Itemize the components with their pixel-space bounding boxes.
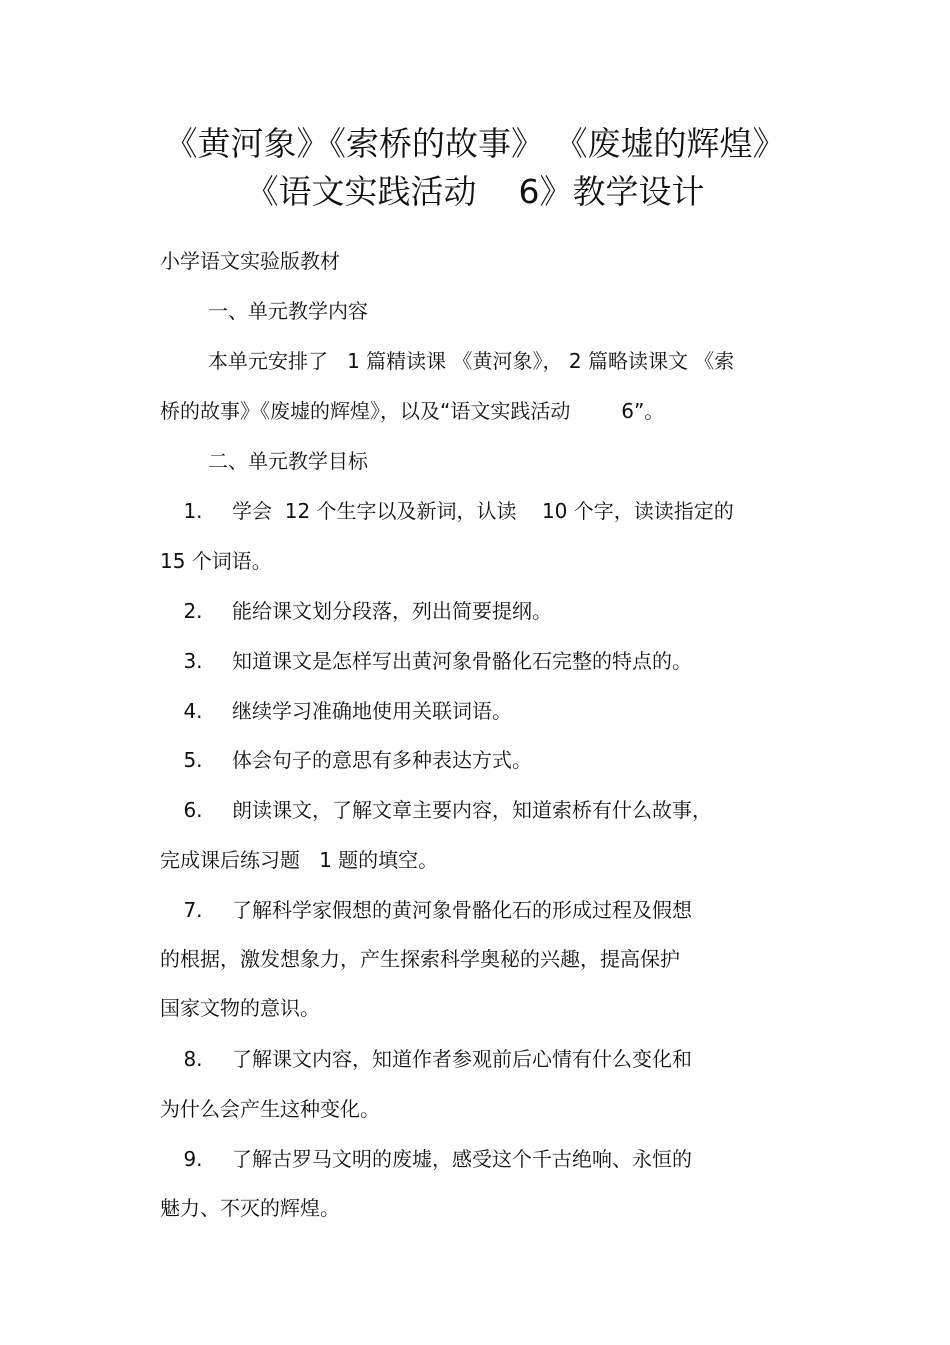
section1-paragraph-line2: 桥的故事》《废墟的辉煌》，以及“语文实践活动 6”。 — [160, 399, 665, 423]
objective-number: 7. — [183, 898, 203, 922]
objective-text: 学会 12 个生字以及新词，认读 10 个字，读读指定的 — [232, 499, 734, 523]
objective-continuation: 为什么会产生这种变化。 — [160, 1097, 380, 1121]
objective-number: 3. — [183, 649, 203, 673]
textbook-label: 小学语文实验版教材 — [160, 249, 340, 273]
objective-text: 知道课文是怎样写出黄河象骨骼化石完整的特点的。 — [232, 649, 692, 673]
objective-number: 5. — [183, 748, 203, 772]
objective-continuation: 15 个词语。 — [160, 549, 272, 573]
objective-number: 2. — [183, 599, 203, 623]
objective-continuation: 的根据，激发想象力，产生探索科学奥秘的兴趣，提高保护 — [160, 947, 680, 971]
document-title-line2: 《语文实践活动 6》教学设计 — [245, 172, 705, 211]
objective-continuation: 国家文物的意识。 — [160, 996, 320, 1020]
objective-number: 1. — [183, 499, 203, 523]
objective-continuation: 完成课后练习题 1 题的填空。 — [160, 848, 439, 872]
section1-paragraph-line1: 本单元安排了 1 篇精读课 《黄河象》， 2 篇略读课文 《索 — [208, 349, 735, 373]
section2-heading: 二、单元教学目标 — [208, 449, 368, 473]
objective-number: 4. — [183, 699, 203, 723]
objective-text: 朗读课文，了解文章主要内容，知道索桥有什么故事， — [232, 798, 712, 822]
objective-number: 9. — [183, 1147, 203, 1171]
objective-text: 能给课文划分段落，列出简要提纲。 — [232, 599, 552, 623]
objective-number: 6. — [183, 798, 203, 822]
document-title-line1: 《黄河象》《索桥的故事》 《废墟的辉煌》 — [164, 124, 786, 163]
objective-text: 继续学习准确地使用关联词语。 — [232, 699, 512, 723]
section1-heading: 一、单元教学内容 — [208, 299, 368, 323]
objective-text: 体会句子的意思有多种表达方式。 — [232, 748, 532, 772]
objective-continuation: 魅力、不灭的辉煌。 — [160, 1196, 340, 1220]
objective-text: 了解课文内容，知道作者参观前后心情有什么变化和 — [232, 1047, 692, 1071]
objective-text: 了解科学家假想的黄河象骨骼化石的形成过程及假想 — [232, 898, 692, 922]
objective-number: 8. — [183, 1047, 203, 1071]
objective-text: 了解古罗马文明的废墟，感受这个千古绝响、永恒的 — [232, 1147, 692, 1171]
